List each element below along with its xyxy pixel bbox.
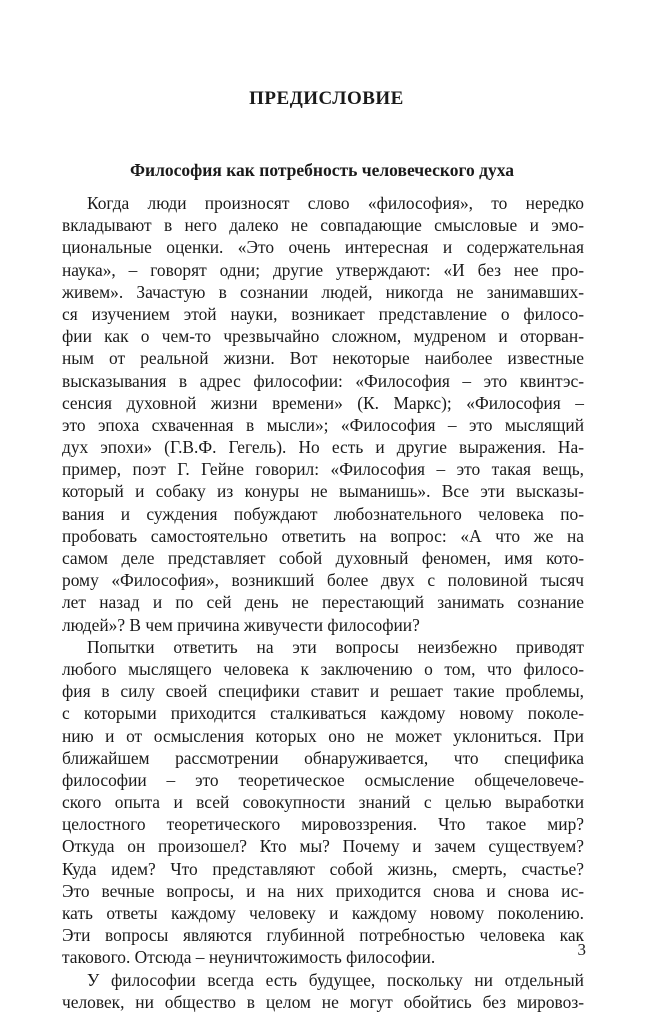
text-line: с которыми приходится сталкиваться каждому новому поколе- — [62, 703, 584, 724]
page-number: 3 — [577, 940, 586, 959]
text-line: фии как о чем-то чрезвычайно сложном, мудреном и оторван- — [62, 326, 584, 347]
text-line: Откуда он произошел? Кто мы? Почему и зачем существуем? — [62, 836, 584, 857]
text-line: У философии всегда есть будущее, поскольку ни отдельный — [87, 969, 584, 990]
text-line: вкладывают в него далеко не совпадающие смысловые и эмо- — [62, 215, 584, 236]
text-line: любого мыслящего человека к заключению о том, что филосо- — [62, 658, 584, 679]
text-line: циональные оценки. «Это очень интересная и содержательная — [62, 237, 584, 258]
text-line: дух эпохи» (Г.В.Ф. Гегель). Но есть и другие выражения. На- — [62, 437, 584, 458]
text-line: нию и от осмысления которых оно не может уклониться. При — [62, 725, 584, 746]
body-text — [62, 192, 584, 1013]
text-line: людей»? В чем причина живучести философии? — [62, 614, 420, 635]
text-line: ным от реальной жизни. Вот некоторые наиболее известные — [62, 348, 584, 369]
text-line: человек, ни общество в целом не могут обойтись без мировоз- — [62, 991, 584, 1012]
text-line: самом деле представляет собой духовный феномен, имя кото- — [62, 548, 584, 568]
text-line: это эпоха схваченная в мысли»; «Философия – это мыслящий — [62, 414, 584, 435]
text-line: кать ответы каждому человеку и каждому новому поколению. — [62, 903, 584, 923]
text-line: который и собаку из конуры не выманишь». Все эти высказы- — [62, 481, 584, 502]
text-line: пример, поэт Г. Гейне говорил: «Философия – это такая вещь, — [62, 459, 584, 480]
text-line: наука», – говорят одни; другие утверждают: «И без нее про- — [62, 259, 584, 280]
text-line: лет назад и по сей день не перестающий занимать сознание — [62, 592, 584, 613]
text-line: ся изучением этой науки, возникает представление о филосо- — [62, 303, 584, 324]
text-line: пробовать самостоятельно ответить на вопрос: «А что же на — [62, 525, 584, 546]
text-line: Это вечные вопросы, и на них приходится снова и снова ис- — [62, 880, 584, 901]
text-line: философии – это теоретическое осмысление общечеловече- — [62, 769, 584, 790]
text-line: Куда идем? Что представляют собой жизнь, смерть, счастье? — [62, 858, 584, 879]
text-line: живем». Зачастую в сознании людей, никогда не занимавших- — [62, 281, 584, 302]
text-line: ского опыта и всей совокупности знаний с целью выработки — [62, 792, 584, 813]
text-line: такового. Отсюда – неуничтожимость философии. — [62, 947, 436, 968]
text-line: Когда люди произносят слово «философия», то нередко — [87, 193, 584, 213]
text-line: Попытки ответить на эти вопросы неизбежно приводят — [87, 636, 584, 657]
text-line: рому «Философия», возникший более двух с половиной тысяч — [62, 570, 584, 591]
text-line: фия в силу своей специфики ставит и решает такие проблемы, — [62, 681, 584, 702]
text-line: сенсия духовной жизни времени» (К. Маркс); «Философия – — [62, 392, 584, 413]
text-line: ближайшем рассмотрении обнаруживается, что специфика — [62, 747, 584, 768]
text-line: вания и суждения побуждают любознательного человека по- — [62, 503, 584, 524]
section-heading: Философия как потребность человеческого духа — [129, 160, 515, 180]
text-line: Эти вопросы являются глубинной потребностью человека как — [62, 925, 584, 946]
text-line: высказывания в адрес философии: «Философия – это квинтэс- — [62, 370, 584, 391]
text-line: целостного теоретического мировоззрения. Что такое мир? — [62, 814, 584, 835]
page-title: ПРЕДИСЛОВИЕ — [249, 88, 404, 109]
